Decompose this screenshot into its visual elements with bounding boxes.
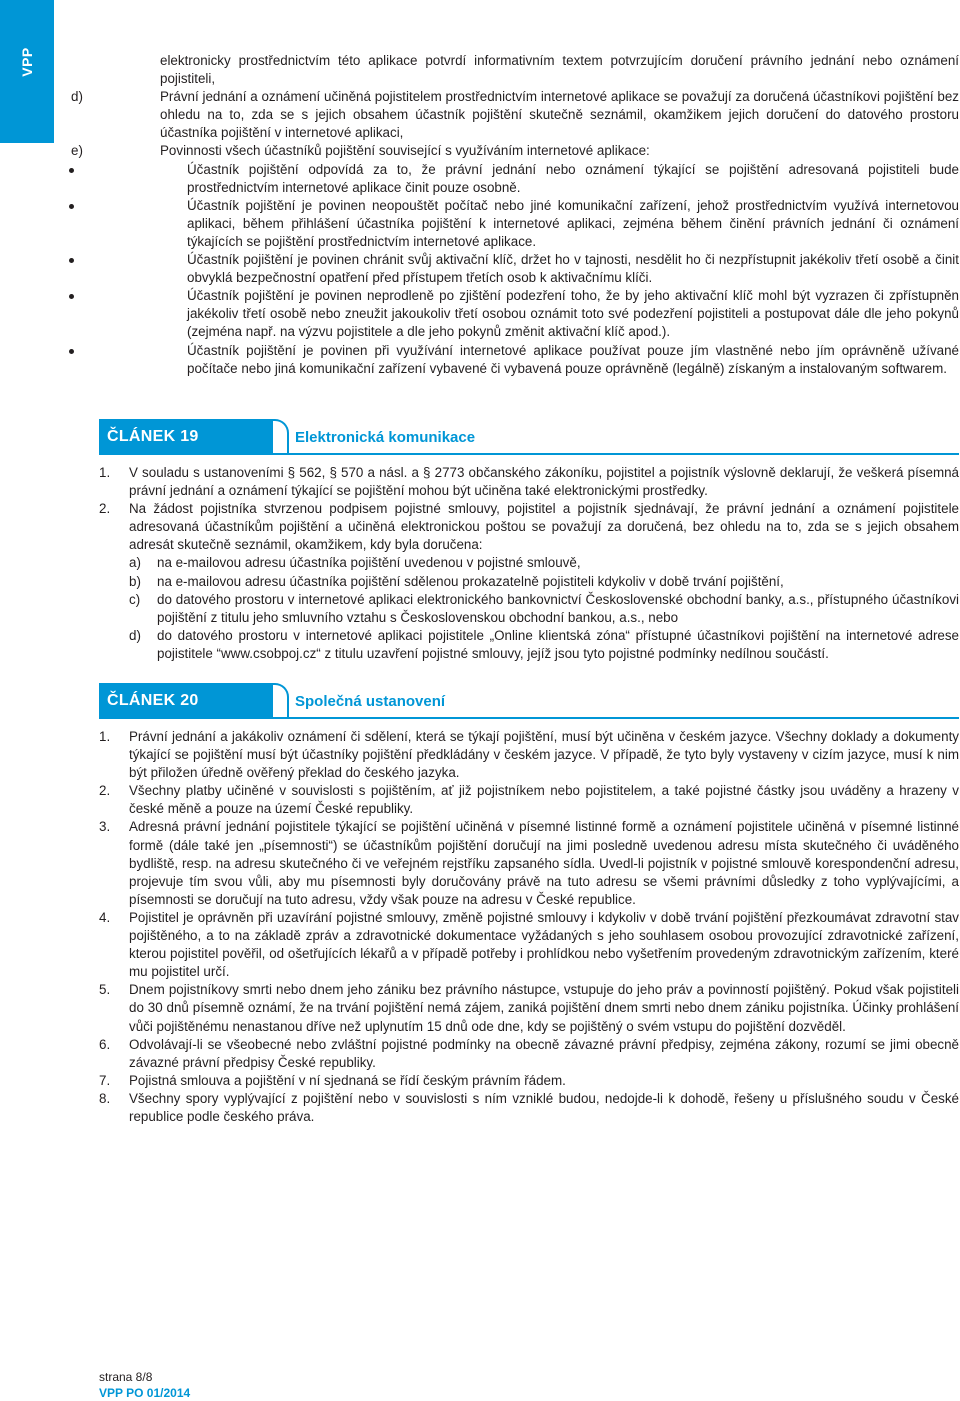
terms-continuation — [71, 52, 959, 378]
continued-paragraph: elektronicky prostřednictvím této aplikace potvrdí informativním textem potvrzujícím doručení právního jednání nebo oznámení pojistiteli, — [160, 53, 959, 87]
numbered-item: 2. Všechny platby učiněné v souvislosti s pojištěním, ať již pojistníkem nebo pojistitelem, a také pojistné částky jsou uváděny a hrazeny v české měně a pouze na území České republiky. — [99, 783, 959, 817]
item-d: d) Právní jednání a oznámení učiněná pojistitelem prostřednictvím internetové aplikace se považují za doručená účastníkovi pojištění bez ohledu na to, zda se s jejich obsahem účastník pojištění skutečně seznámil, okamžikem jejich doručení do datového prostoru účastníka pojištění v internetové aplikaci, — [71, 89, 959, 141]
header-curve — [267, 683, 289, 719]
side-tab-label: VPP — [18, 47, 35, 77]
article-19-label: ČLÁNEK 19 — [107, 428, 199, 445]
bullet-icon — [69, 204, 74, 209]
article-20-title: Společná ustanovení — [295, 693, 446, 710]
article-20-body — [99, 728, 959, 1126]
bullet-item: Účastník pojištění je povinen neprodleně po zjištění podezření toho, že by jeho aktivační klíč mohl být vyzrazen či zpřístupněn jakékoliv třetí osobě nebo zneužit jakoukoliv třetí osobou oznámit toto své podezření pojistiteli a postupovat dále dle jeho pokynů (zejména např. na výzvu pojistitele a dle jeho pokynů změnit aktivační klíč apod.). — [99, 287, 959, 341]
numbered-item: 3. Adresná právní jednání pojistitele týkající se pojištění učiněná v písemné listinné formě a oznámení pojistitele učiněná v písemné listinné formě (dále také jen „písemnosti“) se účastníkům pojištění doručují na jimi posledně uvedenou adresu místa skutečného či uváděného bydliště, resp. na adresu skutečného či ve veřejném rejstříku zapsaného sídla. Uvedl-li pojistník v pojistné smlouvě korespondenční adresu, projevuje tím svou vůli, aby mu písemnosti byly doručovány právě na tuto adresu se všemi právními důsledky z toho vyplývajícími, a písemnosti se doručují na tuto adresu, vždy však pouze na adresu v České republice. — [99, 819, 959, 907]
bullet-icon — [69, 168, 74, 173]
bullet-item: Účastník pojištění je povinen při využívání internetové aplikace používat pouze jím vlastněné nebo jím oprávněně užívané počítače nebo jiná komunikační zařízení vybavené či vybavená pouze oprávněně (legálně) získaným a instalovaným softwarem. — [99, 342, 959, 378]
bullet-icon — [69, 258, 74, 263]
article-19-label-box — [99, 419, 273, 455]
bullet-item: Účastník pojištění odpovídá za to, že právní jednání nebo oznámení týkající se pojištění adresovaná pojistiteli bude prostřednictvím internetové aplikace činit pouze osobně. — [99, 161, 959, 197]
article-19-body — [99, 464, 959, 663]
numbered-item: 1. Právní jednání a jakákoliv oznámení či sdělení, která se týkají pojištění, musí být učiněna v českém jazyce. Všechny doklady a dokumenty týkající se pojištění musí být účastníky pojištění předkládány v českém jazyce. V případě, že tyto byly vystaveny v cizím jazyce, musí k nim být přiložen úředně ověřený překlad do českého jazyka. — [99, 729, 959, 781]
numbered-item: 4. Pojistitel je oprávněn při uzavírání pojistné smlouvy, změně pojistné smlouvy i kdykoliv v době trvání pojištění přezkoumávat zdravotní stav pojištěného, a to na základě zpráv a zdravotnické dokumentace vyžádaných s jeho souhlasem osobou provozující zdravotnické zařízení, kterou pojistitel pověřil, od ošetřujících lékařů a v případě potřeby i prohlídkou nebo vyšetřením provedeným zdravotnickým zařízením, které mu pojistitel určí. — [99, 909, 959, 980]
side-tab — [0, 0, 54, 143]
article-20-label: ČLÁNEK 20 — [107, 692, 199, 709]
header-curve — [267, 419, 289, 455]
lettered-item: d) do datového prostoru v internetové aplikaci pojistitele „Online klientská zóna“ přístupné účastníkovi pojištění na internetové adrese pojistitele “www.csobpoj.cz“ z titulu uzavření pojistné smlouvy, jejíž jsou tyto pojistné podmínky nedílnou součástí. — [129, 627, 959, 661]
lettered-item: c) do datového prostoru v internetové aplikaci elektronického bankovnictví Československé obchodní banky, a.s., přístupného účastníkovi pojištění z titulu jeho smluvního vztahu s Československou obchodní bankou, a.s., nebo — [129, 591, 959, 625]
page-number: strana 8/8 — [99, 1370, 153, 1384]
numbered-item: 5. Dnem pojistníkovy smrti nebo dnem jeho zániku bez právního nástupce, vstupuje do jeho práv a povinností pojištěný. Pokud však pojistiteli do 30 dnů písemně oznámí, že na trvání pojištění nemá zájem, zaniká pojištění dnem smrti nebo dnem zániku pojistníka. Účinky prohlášení vůči pojištěnému nenastanou dříve než uplynutím 15 dnů ode dne, kdy se pojištěný o svém vstupu do pojištění dozvěděl. — [99, 982, 959, 1034]
numbered-item: 7. Pojistná smlouva a pojištění v ní sjednaná se řídí českým právním řádem. — [99, 1072, 566, 1088]
numbered-item: 1. V souladu s ustanoveními § 562, § 570 a násl. a § 2773 občanského zákoníku, pojistitel a pojistník výslovně deklarují, že veškerá písemná právní jednání a oznámení týkající se pojištění mohou být učiněna také elektronickými prostředky. — [99, 465, 959, 499]
bullet-icon — [69, 294, 74, 299]
lettered-item: a) na e-mailovou adresu účastníka pojištění uvedenou v pojistné smlouvě, — [129, 555, 581, 571]
article-20-header — [99, 683, 959, 719]
document-code: VPP PO 01/2014 — [99, 1386, 191, 1400]
page-footer — [99, 1369, 190, 1401]
bullet-item: Účastník pojištění je povinen neopouštět počítač nebo jiné komunikační zařízení, jehož prostřednictvím využívá internetovou aplikaci, během přihlášení účastníka pojištění k internetové aplikaci, zejména během činění právních jednání či oznámení týkajících se pojištění prostřednictvím internetové aplikace. — [99, 197, 959, 251]
article-20-label-box — [99, 683, 273, 719]
item-marker: e) — [71, 143, 83, 159]
item-marker: d) — [71, 89, 83, 105]
numbered-item: 6. Odvolávají-li se všeobecné nebo zvláštní pojistné podmínky na obecně závazné právní předpisy, zejména zákony, rozumí se jimi obecně závazné právní předpisy České republiky. — [99, 1036, 959, 1070]
lettered-item: b) na e-mailovou adresu účastníka pojištění sdělenou prokazatelně pojistiteli kdykoliv v době trvání pojištění, — [129, 573, 784, 589]
item-e: e) Povinnosti všech účastníků pojištění související s využíváním internetové aplikace: — [99, 142, 959, 160]
bullet-item: Účastník pojištění je povinen chránit svůj aktivační klíč, držet ho v tajnosti, nesdělit ho či nezpřístupnit jakékoliv třetí osobě a činit obvyklá bezpečnostní opatření před přístupem třetích osob k aktivačnímu klíči. — [99, 251, 959, 287]
article-19-header — [99, 419, 959, 455]
header-rule — [273, 717, 959, 719]
header-rule — [273, 453, 959, 455]
numbered-item: 8. Všechny spory vyplývající z pojištění nebo v souvislosti s ním vzniklé budou, nedojde-li k dohodě, řešeny u příslušného soudu v České republice podle českého práva. — [99, 1090, 959, 1124]
bullet-icon — [69, 349, 74, 354]
numbered-item: 2. Na žádost pojistníka stvrzenou podpisem pojistné smlouvy, pojistitel a pojistník sjednávají, že právní jednání a oznámení pojistitele adresovaná účastníkům pojištění a učiněná elektronickou poštou se považují za doručená, bez ohledu na to, zda se s jejich obsahem adresát skutečně seznámil, okamžikem, kdy byla doručena: — [99, 501, 959, 553]
article-19-title: Elektronická komunikace — [295, 429, 476, 446]
